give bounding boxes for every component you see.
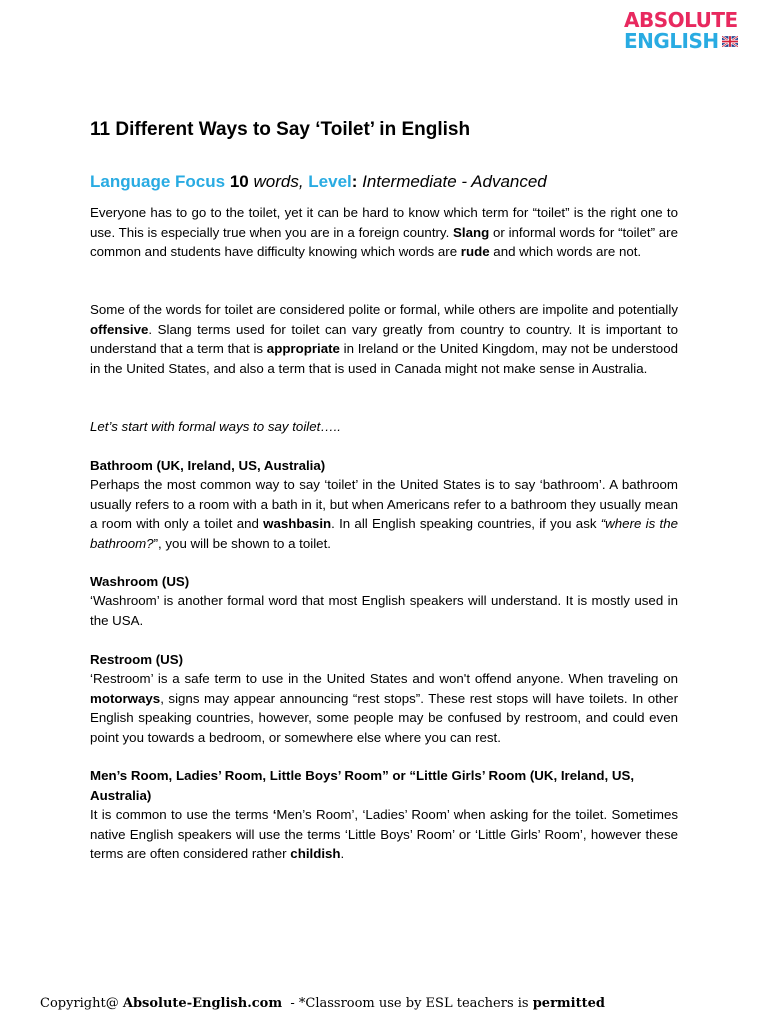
text-run: ‘Restroom’ is a safe term to use in the United States and won't offend anyone. When traveling on bbox=[90, 671, 678, 686]
footer-permitted: permitted bbox=[532, 996, 605, 1011]
text-run: ‘ bbox=[272, 807, 277, 822]
intro-paragraph-3 bbox=[90, 417, 678, 437]
footer-text: - *Classroom use by ESL teachers is bbox=[282, 996, 533, 1011]
text-run: Men’s Room’, ‘Ladies’ Room’ when asking for the toilet. Sometimes native English speakers will use the terms ‘Little Boys’ Room’ or ‘Little Girls’ Room’, however these terms are often considered rather bbox=[90, 807, 678, 861]
keyword-appropriate: appropriate bbox=[266, 341, 340, 356]
keyword-motorways: motorways bbox=[90, 690, 161, 706]
section-text-mens-room bbox=[90, 805, 678, 864]
keyword-slang: Slang bbox=[453, 224, 490, 240]
text-run: ”, you will be shown to a toilet. bbox=[153, 535, 331, 551]
language-focus-line bbox=[90, 170, 678, 194]
brand-logo bbox=[624, 10, 748, 52]
section-heading-washroom: Washroom (US) bbox=[90, 574, 190, 589]
section-heading-restroom: Restroom (US) bbox=[90, 652, 184, 667]
logo-text-english bbox=[624, 30, 748, 52]
text-run: in Ireland or the United Kingdom, may not be understood in the United States, and also a term that is used in Canada might not make sense in Australia. bbox=[90, 341, 678, 376]
word-count: 10 bbox=[229, 172, 249, 191]
text-run: Some of the words for toilet are considered polite or formal, while others are impolite and potentially bbox=[90, 302, 678, 317]
intro-paragraph-1 bbox=[90, 203, 678, 262]
text-run: and which words are not. bbox=[489, 244, 642, 259]
level-colon: : bbox=[351, 172, 358, 191]
keyword-washbasin: washbasin bbox=[263, 516, 332, 531]
section-heading-mens-room: Men’s Room, Ladies’ Room, Little Boys’ Room” or “Little Girls’ Room (UK, Ireland, US, Australia) bbox=[90, 768, 635, 803]
footer-text: Copyright@ bbox=[40, 996, 123, 1011]
section-text-washroom bbox=[90, 591, 678, 630]
keyword-childish: childish bbox=[290, 846, 341, 861]
quoted-question: “where is the bathroom? bbox=[90, 516, 678, 551]
text-run: , signs may appear announcing “rest stops”. These rest stops will have toilets. In other English speaking countries, however, some people may be confused by restroom, and could even point you towards a bedroom, or somewhere else where you can rest. bbox=[90, 690, 678, 745]
logo-english-word: ENGLISH bbox=[624, 29, 719, 53]
uk-flag-icon bbox=[722, 36, 738, 47]
text-run: It is common to use the terms bbox=[90, 807, 273, 822]
keyword-rude: rude bbox=[460, 244, 490, 259]
footer-site-link: Absolute-English.com bbox=[122, 996, 283, 1011]
section-text-restroom bbox=[90, 669, 678, 747]
text-run: Let’s start with formal ways to say toilet….. bbox=[90, 419, 342, 434]
text-run: or informal words for “toilet” are common and students have difficulty knowing which words are bbox=[90, 224, 678, 259]
page-title: 11 Different Ways to Say ‘Toilet’ in English bbox=[90, 119, 471, 140]
text-run: . bbox=[340, 846, 345, 861]
text-run: Everyone has to go to the toilet, yet it can be hard to know which term for “toilet” is the right one to use. This is especially true when you are in a foreign country. bbox=[90, 205, 678, 240]
words-label: words, bbox=[253, 172, 304, 191]
level-label: Level bbox=[308, 172, 352, 191]
logo-text-absolute: ABSOLUTE bbox=[624, 8, 738, 32]
keyword-offensive: offensive bbox=[90, 321, 149, 337]
text-run: Perhaps the most common way to say ‘toilet’ in the United States is to say ‘bathroom’. A bathroom usually refers to a room with a bath in it, but when Americans refer to a bathroom they usually mean a room with only a toilet and bbox=[90, 477, 678, 531]
level-value: Intermediate - Advanced bbox=[362, 172, 547, 191]
language-focus-label: Language Focus bbox=[90, 172, 226, 191]
intro-paragraph-2 bbox=[90, 300, 678, 378]
section-heading-bathroom: Bathroom (UK, Ireland, US, Australia) bbox=[90, 458, 326, 473]
footer-copyright bbox=[40, 994, 740, 1014]
section-text-bathroom bbox=[90, 475, 678, 553]
text-run: . In all English speaking countries, if you ask bbox=[331, 516, 601, 531]
text-run: ‘Washroom’ is another formal word that most English speakers will understand. It is mostly used in the USA. bbox=[90, 593, 678, 628]
text-run: . Slang terms used for toilet can vary greatly from country to country. It is important to understand that a term that is bbox=[90, 321, 678, 356]
